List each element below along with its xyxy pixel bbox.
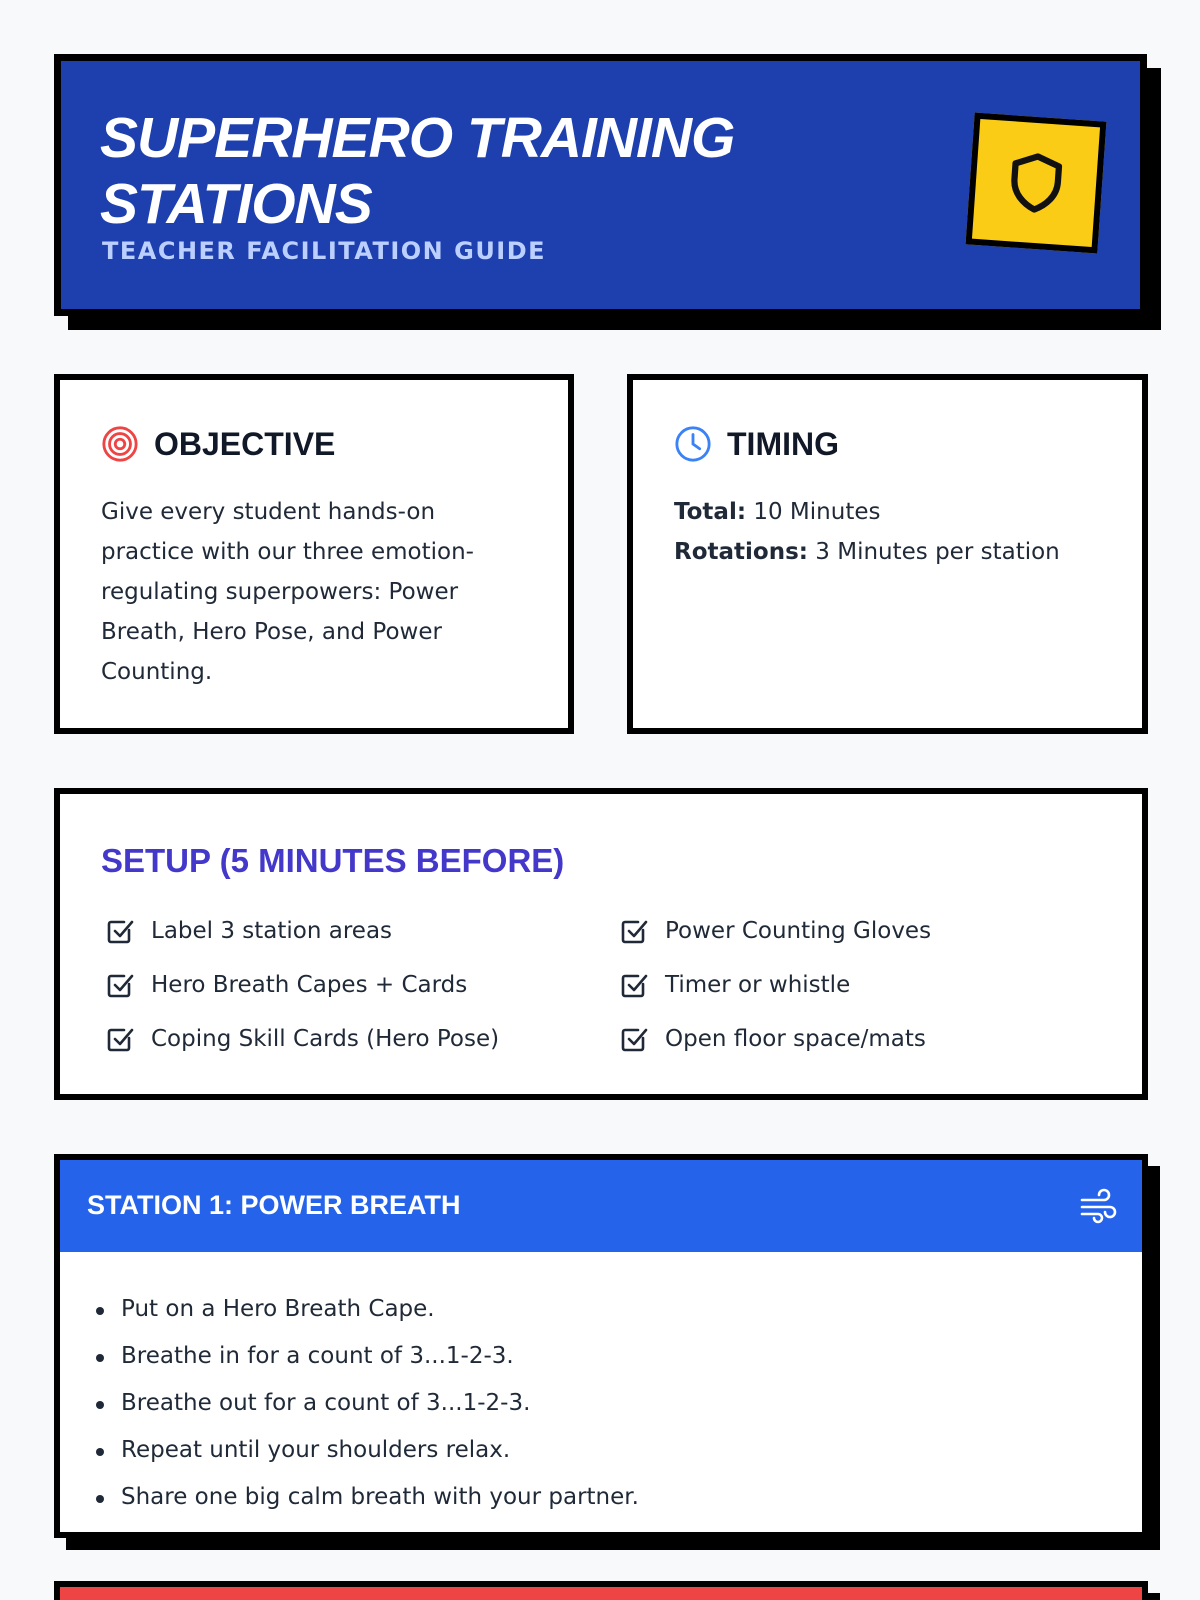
checklist-item — [104, 968, 618, 1001]
page-subtitle: TEACHER FACILITATION GUIDE — [102, 237, 547, 265]
checklist-item-label: Hero Breath Capes + Cards — [151, 971, 468, 998]
objective-title: OBJECTIVE — [154, 425, 336, 462]
timing-title: TIMING — [727, 425, 839, 462]
station-1-header — [60, 1160, 1142, 1252]
setup-checklist — [104, 914, 1114, 1055]
timing-rotations — [674, 532, 1104, 572]
shield-badge — [966, 113, 1107, 254]
header-banner — [54, 54, 1147, 316]
checkbox-checked-icon — [618, 969, 650, 1001]
station-2-card-peek — [54, 1581, 1148, 1600]
station-1-steps — [96, 1286, 639, 1521]
checklist-item — [104, 1022, 618, 1055]
timing-rotations-label: Rotations: — [674, 539, 808, 565]
page-title: SUPERHERO TRAINING STATIONS — [100, 106, 735, 236]
checklist-item — [618, 968, 1114, 1001]
objective-card — [54, 374, 574, 734]
list-item: Share one big calm breath with your partner. — [96, 1474, 639, 1521]
timing-total-value: 10 Minutes — [753, 499, 881, 525]
clock-icon — [673, 424, 713, 464]
checkbox-checked-icon — [104, 969, 136, 1001]
shield-icon — [1005, 149, 1067, 217]
target-icon — [100, 424, 140, 464]
checklist-item-label: Open floor space/mats — [665, 1025, 926, 1052]
checkbox-checked-icon — [104, 915, 136, 947]
checklist-item-label: Timer or whistle — [665, 971, 851, 998]
checklist-item — [618, 1022, 1114, 1055]
setup-title: SETUP (5 MINUTES BEFORE) — [101, 842, 565, 879]
checkbox-checked-icon — [618, 1023, 650, 1055]
wind-icon — [1078, 1186, 1118, 1226]
list-item: Put on a Hero Breath Cape. — [96, 1286, 639, 1333]
station-1-card — [54, 1154, 1148, 1538]
checklist-item-label: Power Counting Gloves — [665, 917, 932, 944]
list-item: Repeat until your shoulders relax. — [96, 1427, 639, 1474]
checklist-item-label: Label 3 station areas — [151, 917, 393, 944]
checkbox-checked-icon — [104, 1023, 136, 1055]
timing-total — [674, 492, 1104, 532]
station-1-title: STATION 1: POWER BREATH — [87, 1190, 461, 1220]
timing-rotations-value: 3 Minutes per station — [815, 539, 1060, 565]
checklist-item — [618, 914, 1114, 947]
checkbox-checked-icon — [618, 915, 650, 947]
timing-total-label: Total: — [674, 499, 747, 525]
timing-details — [674, 492, 1104, 572]
objective-text: Give every student hands-on practice with our three emotion-regulating superpowers: Power Breath, Hero Pose, and Power Counting. — [101, 499, 474, 685]
timing-card — [627, 374, 1148, 734]
checklist-item-label: Coping Skill Cards (Hero Pose) — [151, 1025, 500, 1052]
list-item: Breathe in for a count of 3...1-2-3. — [96, 1333, 639, 1380]
checklist-item — [104, 914, 618, 947]
setup-card — [54, 788, 1148, 1100]
list-item: Breathe out for a count of 3...1-2-3. — [96, 1380, 639, 1427]
